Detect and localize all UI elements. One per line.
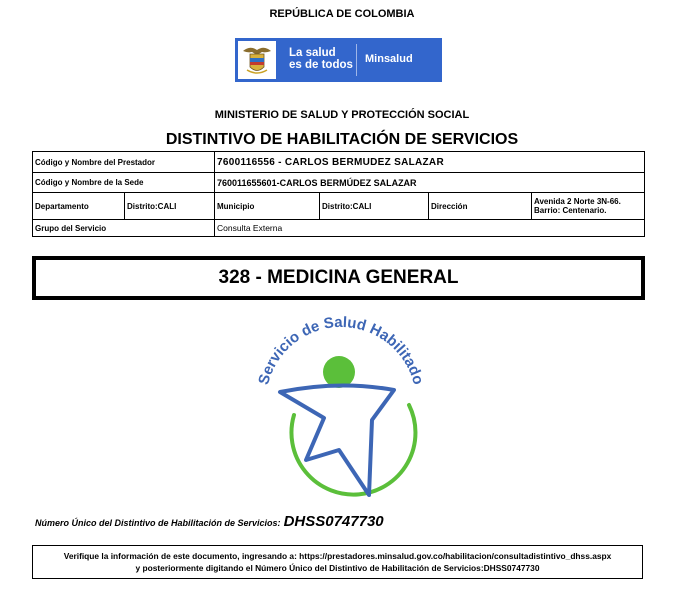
direccion-label: Dirección [429,193,532,220]
logo-slogan: La salud es de todos [289,47,353,71]
emblem-arc-text: Servicio de Salud Habilitado [255,313,427,387]
departamento-value: Distrito:CALI [125,193,215,220]
unique-number-code: DHSS0747730 [283,513,384,530]
municipio-value: Distrito:CALI [320,193,429,220]
prestador-value: 7600116556 - CARLOS BERMUDEZ SALAZAR [215,152,645,173]
unique-number-label: Número Único del Distintivo de Habilitación de Servicios: [35,518,281,528]
grupo-label: Grupo del Servicio [33,220,215,237]
verification-line-2: y posteriormente digitando el Número Único del Distintivo de Habilitación de Servicios:DHSS0747730 [135,563,540,573]
service-name-box [32,256,645,300]
sede-label: Código y Nombre de la Sede [33,173,215,193]
figure-head-icon [323,356,355,388]
ministry-heading: MINISTERIO DE SALUD Y PROTECCIÓN SOCIAL [214,109,470,121]
provider-info-table [32,151,645,237]
document-title: DISTINTIVO DE HABILITACIÓN DE SERVICIOS [165,131,519,148]
minsalud-logo [235,38,442,82]
verification-box [32,545,643,579]
departamento-label: Departamento [33,193,125,220]
grupo-value: Consulta Externa [215,220,645,237]
habilitado-emblem [244,310,434,500]
prestador-label: Código y Nombre del Prestador [33,152,215,173]
logo-brand: Minsalud [365,53,413,65]
municipio-label: Municipio [215,193,320,220]
verification-line-1: Verifique la información de este documento, ingresando a: https://prestadores.minsalud.gov.co/habilitacion/consultadistintivo_dhss.aspx [63,551,612,561]
country-heading: REPÚBLICA DE COLOMBIA [269,8,415,20]
direccion-value: Avenida 2 Norte 3N-66. Barrio: Centenario. [532,193,645,220]
unique-number-row [35,513,384,530]
coat-of-arms-icon [238,41,276,79]
logo-divider [356,44,357,76]
sede-value: 760011655601-CARLOS BERMÚDEZ SALAZAR [215,173,645,193]
service-name: 328 - MEDICINA GENERAL [218,267,459,288]
